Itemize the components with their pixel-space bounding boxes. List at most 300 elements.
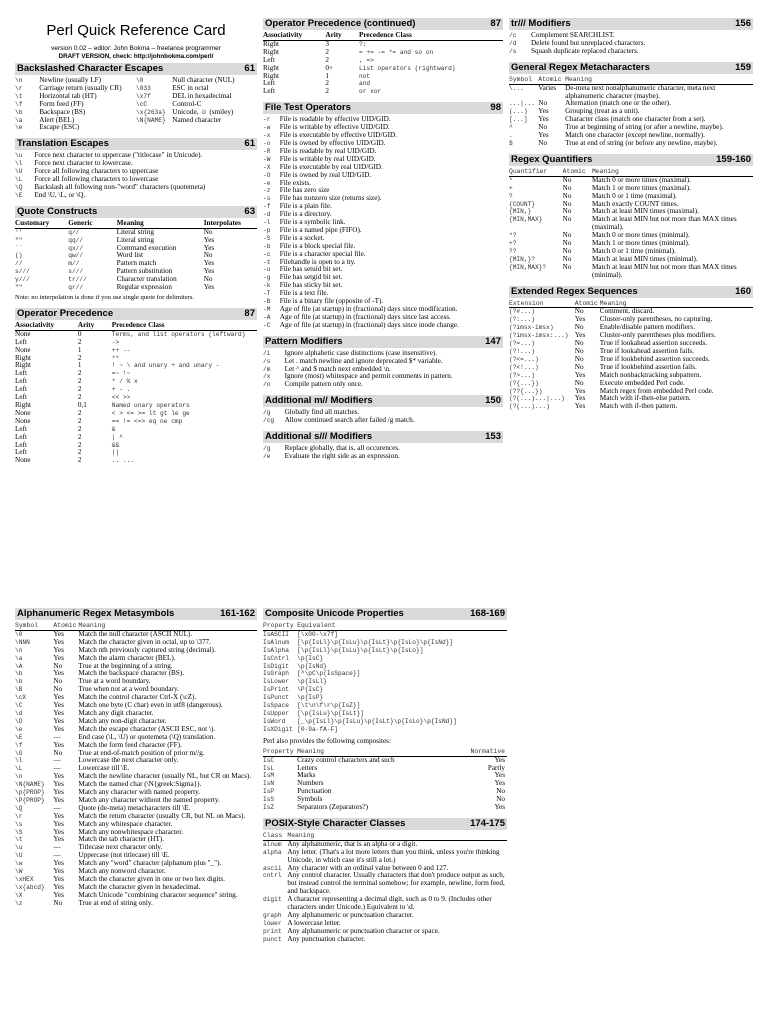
- table-cell: True at a word boundary.: [78, 677, 151, 686]
- data-table: [263, 32, 503, 96]
- table-cell: Varies: [538, 83, 557, 92]
- table-cell: No: [574, 307, 584, 316]
- table-cell: Left: [15, 424, 27, 433]
- table-cell: \D: [15, 717, 23, 725]
- table-row: [263, 804, 507, 812]
- table-cell: -p: [263, 226, 271, 234]
- table-cell: \S: [15, 828, 23, 836]
- table-cell: Yes: [53, 819, 64, 828]
- table-cell: Delete found but unreplaced characters.: [530, 38, 646, 47]
- table-row: [263, 73, 503, 81]
- section-page: 98: [490, 102, 501, 114]
- table-cell: Filehandle is open to a tty.: [279, 257, 356, 266]
- table-cell: Match the character given in hexadecimal.: [78, 882, 201, 891]
- table-cell: No: [496, 787, 505, 796]
- table-header-row: [509, 76, 753, 84]
- table-cell: /d: [509, 39, 517, 47]
- table-cell: -d: [263, 211, 271, 219]
- table-cell: \033: [135, 84, 151, 92]
- section-page: 159: [735, 61, 751, 73]
- column-header: Associativity: [263, 32, 325, 40]
- table-row: [263, 80, 503, 88]
- section: [263, 818, 507, 944]
- table-cell: = += -= *= and so on: [358, 48, 434, 56]
- table-cell: \L: [15, 765, 23, 773]
- table-row: [263, 896, 507, 912]
- table-cell: /c: [509, 32, 517, 39]
- table-cell: (?=...): [509, 340, 535, 348]
- table-cell: Left: [15, 377, 27, 386]
- table-cell: Lowercase till \E.: [78, 764, 130, 773]
- table-cell: IsM: [263, 772, 275, 780]
- table-cell: File is writable by effective UID/GID.: [279, 123, 390, 132]
- table-cell: and: [358, 80, 371, 88]
- table-cell: No: [562, 191, 572, 200]
- table-row: [263, 630, 507, 638]
- table-cell: Yes: [538, 131, 549, 140]
- table-cell: \u: [15, 844, 23, 852]
- table-cell: File is a plain file.: [279, 202, 332, 211]
- section-title: Operator Precedence: [17, 307, 114, 319]
- data-table: [15, 322, 257, 465]
- table-cell: IsWord: [263, 717, 286, 725]
- column-header: Symbol: [15, 622, 53, 630]
- table-cell: 1: [77, 345, 82, 354]
- table-cell: Yes: [538, 107, 549, 116]
- section: [509, 286, 753, 412]
- table-cell: Terms, and list operators (leftward): [111, 330, 246, 338]
- table-cell: File has sticky bit set.: [279, 281, 343, 290]
- table-cell: No: [574, 339, 584, 348]
- table-cell: File exists.: [279, 178, 311, 187]
- table-row: [15, 410, 257, 418]
- table-cell: No: [574, 362, 584, 371]
- section-title: Backslashed Character Escapes: [17, 63, 164, 74]
- table-cell: Backslash all following non-"word" characters (quotemeta): [34, 182, 206, 191]
- table-row: [263, 872, 507, 896]
- table-cell: Right: [15, 353, 31, 362]
- table-cell: \cX: [15, 694, 27, 702]
- table-cell: Force all following characters to uppercase: [34, 167, 159, 176]
- page-title: Perl Quick Reference Card: [46, 22, 226, 39]
- table-row: [263, 694, 507, 702]
- table-cell: -C: [263, 321, 271, 329]
- table-cell: (?#...): [509, 308, 535, 316]
- table-cell: Command execution: [116, 243, 177, 252]
- table-cell: y///: [15, 276, 30, 284]
- table-cell: Cluster-only parentheses plus modifiers.: [599, 331, 716, 340]
- table-row: [15, 402, 257, 410]
- table-cell: No: [538, 138, 548, 147]
- table-row: [15, 370, 257, 378]
- table-cell: \r: [15, 84, 23, 92]
- table-cell: 2: [77, 353, 82, 362]
- table-cell: Character class (match one character from a set).: [565, 115, 706, 124]
- table-cell: Horizontal tab (HT): [39, 91, 97, 100]
- table-cell: No: [53, 661, 63, 670]
- table-cell: IsC: [263, 756, 275, 764]
- table-cell: Match the backspace character (BS).: [78, 669, 184, 678]
- table-cell: Lowercase the next character only.: [78, 756, 179, 765]
- table-cell: .: [509, 132, 513, 140]
- table-cell: File is readable by real UID/GID.: [279, 146, 377, 155]
- table-cell: -f: [263, 203, 271, 211]
- table-cell: qw//: [68, 252, 84, 260]
- table-row: [263, 936, 507, 944]
- table-cell: Match 0 or 1 time (maximal).: [591, 191, 677, 200]
- table-cell: -T: [263, 290, 271, 298]
- section-title: General Regex Metacharacters: [511, 61, 650, 73]
- table-cell: File is owned by effective UID/GID.: [279, 138, 386, 147]
- table-cell: File is a symbolic link.: [279, 218, 346, 227]
- table-header-row: [263, 748, 507, 756]
- table-cell: Yes: [53, 740, 64, 749]
- column-1: [15, 18, 257, 471]
- table-cell: Named character: [172, 115, 222, 124]
- table-cell: Match any character with named property.: [78, 788, 201, 797]
- table-cell: , =>: [358, 56, 374, 64]
- table-cell: IsZ: [263, 804, 275, 812]
- table-cell: Left: [15, 337, 27, 346]
- table-cell: s///: [15, 268, 30, 276]
- table-cell: File is executable by real UID/GID.: [279, 162, 383, 171]
- section: [263, 395, 503, 425]
- table-cell: 2: [77, 408, 82, 417]
- table-cell: Character translation: [116, 275, 177, 284]
- table-cell: No: [562, 199, 572, 208]
- table-cell: Form feed (FF): [39, 99, 84, 108]
- table-cell: IsN: [263, 780, 275, 788]
- table-cell: \e: [15, 124, 23, 132]
- table-cell: /m: [263, 365, 271, 373]
- table-cell: \E: [15, 733, 23, 741]
- column-header: Arity: [325, 32, 359, 40]
- table-cell: cntrl: [263, 872, 282, 880]
- table-cell: IsS: [263, 796, 275, 804]
- section-title: Additional m// Modifiers: [265, 395, 373, 407]
- table-cell: \B: [15, 686, 23, 694]
- table-cell: 2: [77, 456, 82, 465]
- table-cell: Partly: [487, 763, 505, 772]
- table-cell: Let . match newline and ignore deprecated $* variable.: [284, 356, 443, 365]
- column-header: Atomic: [53, 622, 77, 629]
- table-cell: or xor: [358, 88, 382, 96]
- section: [509, 62, 753, 148]
- table-cell: Yes: [494, 771, 505, 780]
- section-title: Quote Constructs: [17, 205, 98, 217]
- table-cell: File is a binary file (opposite of -T).: [279, 297, 384, 306]
- table-cell: &: [111, 425, 116, 433]
- section: [263, 18, 503, 96]
- section-page: 153: [485, 431, 501, 443]
- table-row: [15, 124, 257, 132]
- section: [263, 608, 507, 812]
- table-header-row: [15, 220, 257, 228]
- table-cell: {MIN,}: [509, 208, 532, 216]
- table-row: [263, 655, 507, 663]
- table-cell: Yes: [574, 315, 586, 324]
- table-cell: {COUNT}: [509, 200, 535, 208]
- table-cell: Uppercase (not titlecase) till \E.: [78, 851, 170, 860]
- table-cell: lower: [263, 919, 282, 927]
- table-cell: \0: [135, 77, 144, 84]
- table-cell: True at end of string (or before any newline, maybe).: [565, 138, 718, 147]
- section-title: Translation Escapes: [17, 138, 109, 150]
- table-cell: Match any nonword character.: [78, 867, 166, 876]
- table-cell: Yes: [574, 394, 586, 403]
- table-cell: IsL: [263, 764, 275, 772]
- table-cell: Match any "word" character (alphanum plus "_").: [78, 859, 222, 868]
- section-page: 156: [735, 18, 751, 29]
- data-table: [263, 409, 503, 425]
- column-header: Equivalent: [297, 622, 507, 630]
- table-cell: -z: [263, 187, 271, 195]
- table-row: [263, 40, 503, 48]
- section-page: 161-162: [220, 608, 255, 619]
- table-cell: /g: [263, 445, 271, 453]
- table-cell: Match any digit character.: [78, 708, 154, 717]
- table-cell: Match one character (except newline, normally).: [565, 131, 705, 140]
- table-cell: /x: [263, 373, 271, 381]
- table-cell: qx//: [68, 244, 84, 252]
- table-cell: \U: [15, 168, 23, 176]
- table-row: [263, 381, 503, 389]
- section-page: 61: [244, 63, 255, 74]
- table-cell: punct: [263, 935, 282, 943]
- table-cell: Evaluate the right side as an expression.: [284, 451, 400, 460]
- table-cell: Yes: [53, 827, 64, 836]
- table-cell: 2: [77, 416, 82, 425]
- table-cell: 2: [325, 79, 329, 88]
- table-cell: \xHEX: [15, 876, 34, 883]
- table-cell: \f: [15, 741, 23, 749]
- table-cell: Yes: [53, 645, 64, 654]
- table-cell: Match any whitespace character.: [78, 819, 173, 828]
- section-title: POSIX-Style Character Classes: [265, 817, 406, 829]
- table-cell: Globally find all matches.: [284, 408, 360, 417]
- table-cell: Pattern substitution: [116, 267, 173, 276]
- table-header-row: [15, 322, 257, 330]
- table-cell: Titlecase next character only.: [78, 843, 163, 852]
- section-page: 147: [485, 335, 501, 347]
- table-cell: {MIN,}?: [509, 255, 535, 263]
- table-cell: Ignore alphabetic case distinctions (case insensitive).: [284, 348, 438, 357]
- composites-intro: Perl also provides the following composites:: [263, 736, 391, 745]
- table-cell: \x{abcd}: [15, 883, 45, 891]
- table-row: [509, 216, 753, 232]
- column-header: Customary: [15, 220, 68, 228]
- table-cell: IsDigit: [263, 662, 289, 670]
- table-cell: \P{IsC}: [297, 686, 324, 694]
- table-cell: 2: [77, 424, 82, 433]
- table-cell: Compile pattern only once.: [284, 380, 363, 389]
- table-cell: Right: [263, 71, 279, 80]
- table-cell: None: [15, 329, 31, 338]
- table-cell: Yes: [574, 331, 586, 340]
- table-cell: Backspace (BS): [39, 107, 86, 116]
- table-cell: [\x00-\x7f]: [297, 630, 339, 638]
- table-cell: Match the escape character (ASCII ESC, not \).: [78, 724, 216, 733]
- table-cell: IsUpper: [263, 709, 289, 717]
- table-cell: {MIN,MAX}?: [509, 263, 547, 271]
- table-cell: Match nonbacktracking subpattern.: [599, 370, 702, 379]
- table-cell: s///: [68, 268, 84, 276]
- table-cell: \z: [15, 899, 23, 907]
- table-cell: (?{...}): [509, 379, 539, 387]
- table-cell: -S: [263, 234, 271, 242]
- table-cell: Match 0 or more times (maximal).: [591, 175, 691, 184]
- table-cell: Match 0 or more times (minimal).: [591, 231, 690, 240]
- table-cell: 2: [77, 377, 82, 386]
- table-cell: —: [53, 851, 61, 860]
- table-cell: ||: [111, 449, 120, 457]
- table-cell: [136, 124, 172, 132]
- table-cell: $: [509, 139, 513, 147]
- table-cell: 1: [77, 361, 82, 370]
- table-cell: Unicode, ☺ (smiley): [172, 107, 234, 116]
- table-row: [263, 718, 507, 726]
- table-cell: Yes: [53, 629, 64, 638]
- section-page: 168-169: [470, 608, 505, 619]
- table-cell: [^\pC\p{IsSpace}]: [297, 670, 361, 678]
- table-cell: -r: [263, 116, 271, 124]
- table-cell: Force next character to lowercase.: [34, 159, 133, 168]
- table-cell: Left: [263, 55, 275, 64]
- table-cell: (?>...): [509, 371, 535, 379]
- table-cell: Yes: [53, 867, 64, 876]
- table-cell: No: [562, 215, 572, 224]
- table-cell: .. ...: [111, 457, 135, 465]
- table-row: [15, 355, 257, 363]
- table-cell: No: [53, 748, 63, 757]
- table-cell: Control-C: [172, 99, 202, 108]
- table-cell: —: [53, 756, 61, 765]
- table-cell: [\p{IsLu}\p{IsLt}]: [297, 709, 364, 717]
- table-cell: No: [574, 354, 584, 363]
- table-cell: ascii: [263, 864, 282, 872]
- table-row: [509, 140, 753, 148]
- table-cell: Yes: [53, 811, 64, 820]
- section-page: 87: [244, 307, 255, 319]
- section: [509, 18, 753, 56]
- table-cell: Left: [15, 448, 27, 457]
- table-row: [263, 686, 507, 694]
- table-cell: Yes: [494, 755, 505, 764]
- table-cell: \W: [15, 868, 23, 876]
- table-cell: qq//: [68, 236, 84, 244]
- table-cell: ^: [509, 124, 513, 132]
- table-row: [15, 426, 257, 434]
- version-line: version 0.02 – editor: John Bokma – freelance programmer: [51, 45, 221, 52]
- table-row: [15, 362, 257, 370]
- table-cell: Word list: [116, 251, 143, 260]
- table-cell: [172, 124, 257, 132]
- table-cell: \b: [15, 678, 23, 686]
- column-3: [509, 18, 753, 417]
- table-cell: [0-9a-fA-F]: [297, 725, 339, 733]
- table-cell: print: [263, 927, 282, 935]
- table-cell: Left: [15, 440, 27, 449]
- table-cell: \G: [15, 749, 23, 757]
- table-cell: \p{IsLl}: [297, 678, 327, 686]
- table-cell: Yes: [574, 386, 586, 395]
- table-cell: m//: [68, 260, 80, 268]
- table-row: [263, 49, 503, 57]
- table-cell: \b: [15, 670, 23, 678]
- table-cell: Yes: [53, 890, 64, 899]
- table-cell: \l: [15, 160, 23, 168]
- table-cell: qr//: [68, 284, 84, 292]
- table-cell: File is executable by effective UID/GID.: [279, 131, 398, 140]
- table-cell: End case (\L, \U) or quotemeta (\Q) translation.: [78, 732, 216, 741]
- table-cell: Match 1 or more times (maximal).: [591, 183, 691, 192]
- table-row: [15, 378, 257, 386]
- data-table: [263, 832, 507, 944]
- table-cell: File is a directory.: [279, 210, 332, 219]
- table-cell: \p{PROP}: [15, 789, 45, 797]
- table-cell: /e: [263, 452, 271, 460]
- table-cell: Yes: [53, 716, 64, 725]
- data-table: [15, 77, 257, 132]
- table-cell: *?: [509, 232, 517, 240]
- column-header: Interpolates: [204, 220, 257, 228]
- column-header: Precedence Class: [112, 322, 257, 330]
- table-header-row: [263, 32, 503, 40]
- table-cell: (?imsx-imsx): [509, 324, 554, 332]
- table-cell: Right: [263, 39, 279, 48]
- table-cell: File is a socket.: [279, 233, 325, 242]
- table-row: [263, 322, 503, 330]
- table-cell: tr///: [68, 276, 87, 284]
- table-cell: =~ !~: [111, 370, 131, 378]
- table-cell: Match the control character Ctrl-X (\cZ).: [78, 693, 197, 702]
- table-cell: Match with if-then pattern.: [599, 402, 678, 411]
- table-cell: 2: [77, 369, 82, 378]
- section: [15, 608, 257, 908]
- section-page: 87: [490, 18, 501, 29]
- table-cell: -A: [263, 313, 271, 321]
- table-row: [263, 57, 503, 65]
- table-row: [15, 192, 257, 200]
- section-header: [263, 336, 503, 348]
- table-cell: Force all following characters to lowercase: [34, 175, 159, 184]
- table-cell: No: [562, 175, 572, 184]
- table-cell: Match Unicode "combining character sequence" string.: [78, 890, 238, 899]
- table-cell: Match the null character (ASCII NUL).: [78, 629, 193, 638]
- data-table: [15, 152, 257, 199]
- table-cell: Separators (Zeparators?): [297, 803, 368, 812]
- table-cell: No: [574, 323, 584, 332]
- table-cell: not: [358, 72, 371, 80]
- table-cell: Yes: [53, 772, 64, 781]
- data-table: [15, 622, 257, 908]
- table-cell: | ^: [111, 433, 123, 441]
- table-cell: True at end of string only.: [78, 898, 153, 907]
- section-title: Operator Precedence (continued): [265, 18, 416, 29]
- table-cell: \C: [15, 702, 23, 710]
- table-cell: Newline (usually LF): [39, 76, 102, 84]
- table-cell: \A: [15, 662, 23, 670]
- table-cell: Force next character to uppercase ("titlecase" in Unicode).: [34, 151, 203, 160]
- table-cell: Quote (de-meta) metacharacters till \E.: [78, 803, 191, 812]
- column-header: Meaning: [78, 622, 257, 630]
- table-cell: File has zero size: [279, 186, 330, 195]
- table-cell: \e: [15, 725, 23, 733]
- table-cell: Any alphanumeric or punctuation character.: [287, 911, 414, 919]
- table-cell: -e: [263, 179, 271, 187]
- table-cell: (?(...)...|...): [509, 395, 565, 403]
- table-row: [263, 678, 507, 686]
